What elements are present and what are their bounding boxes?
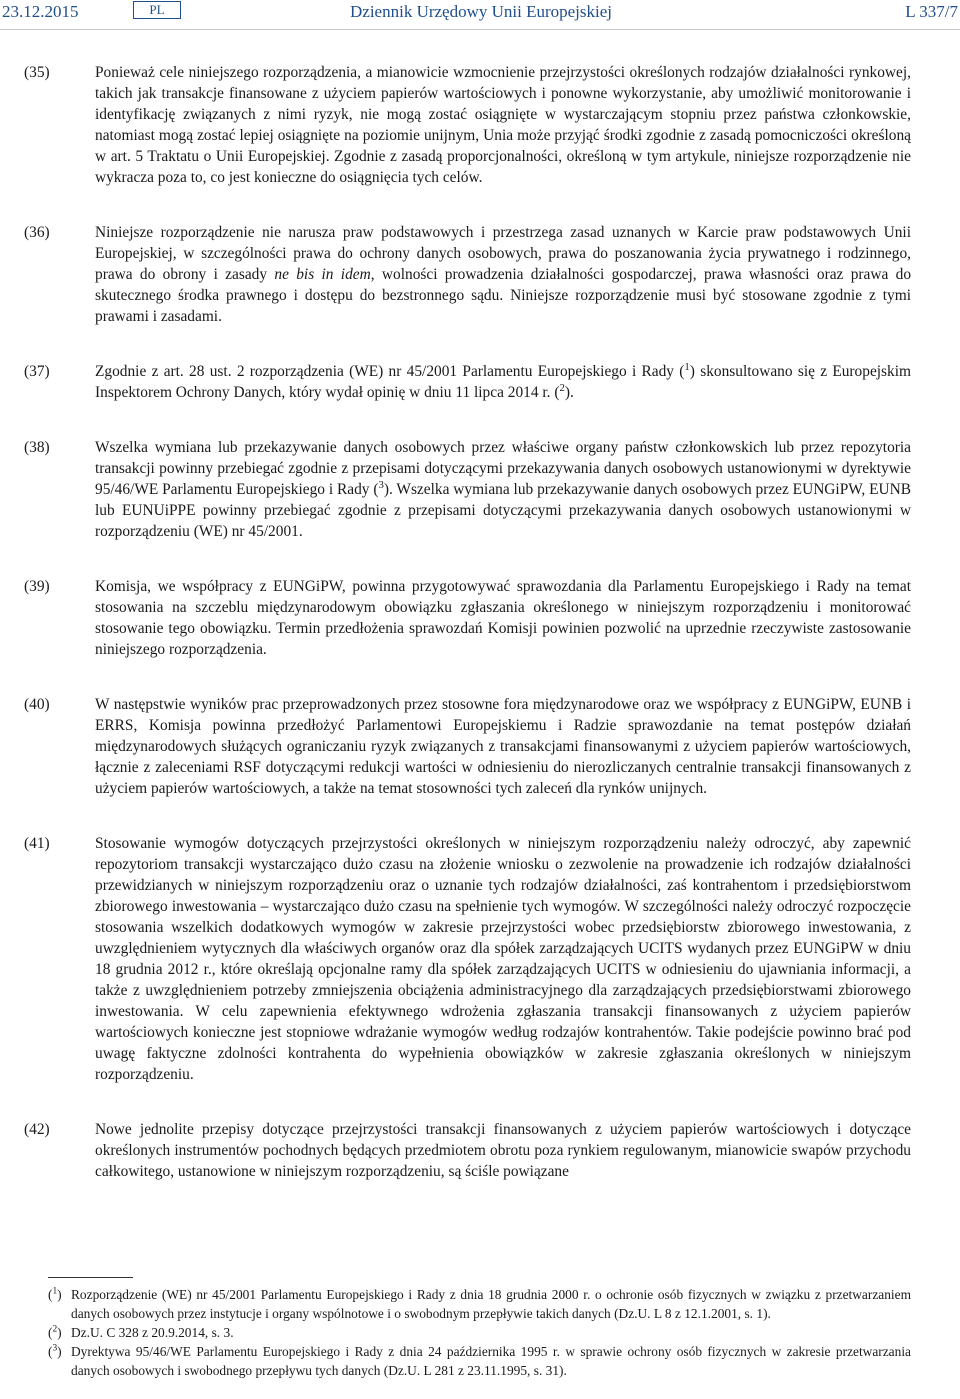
- text-segment: ).: [564, 384, 574, 401]
- recital-37: [0, 361, 960, 403]
- recital-40: [0, 694, 960, 799]
- footnote-ref[interactable]: 1: [684, 360, 690, 373]
- text-segment: Wszelka wymiana lub przekazywanie danych osobowych przez właściwe organy państw członkowskich lub przez repozytoria transakcji powinny przebiegać zgodnie z przepisami dotyczącymi przekazywania danych osobowych ustanowionymi w dyrektywie 95/46/WE Parlamentu Europejskiego i Rady (: [95, 439, 911, 498]
- recital-42: [0, 1119, 960, 1182]
- recital-number: (36): [24, 224, 50, 241]
- recital-39: [0, 576, 960, 660]
- footnote-marker: 2: [52, 1324, 58, 1335]
- footnote-1: [0, 1285, 960, 1323]
- language-badge: PL: [133, 1, 181, 19]
- footnotes: [0, 1285, 960, 1380]
- footnote-text: Rozporządzenie (WE) nr 45/2001 Parlamentu Europejskiego i Rady z dnia 18 grudnia 2000 r. o ochronie osób fizycznych w związku z przetwarzaniem danych osobowych przez instytucje i organy wspólnotowe i o swobodnym przepływie takich danych (Dz.U. L 8 z 12.1.2001, s. 1).: [71, 1287, 911, 1321]
- footnote-3: [0, 1342, 960, 1380]
- publication-date: 23.12.2015: [2, 2, 79, 21]
- recital-number: (39): [24, 578, 50, 595]
- recital-text: Nowe jednolite przepisy dotyczące przejrzystości transakcji finansowanych z użyciem papierów wartościowych i dotyczące określonych instrumentów pochodnych będących przedmiotem obrotu poza rynkiem regulowanym, mianowicie swapów przychodu całkowitego, ustanowione w niniejszym rozporządzeniu, są ściśle powiązane: [95, 1121, 911, 1180]
- text-segment: Niniejsze rozporządzenie nie narusza praw podstawowych i przestrzega zasad uznanych w Karcie praw podstawowych Unii Europejskiej, w szczególności prawa do ochrony danych osobowych, prawa do poszanowania życia prywatnego i rodzinnego, prawa do obrony i zasady: [95, 224, 911, 283]
- recital-text: Komisja, we współpracy z EUNGiPW, powinna przygotowywać sprawozdania dla Parlamentu Europejskiego i Rady na temat stosowania na szczeblu międzynarodowym obowiązku zgłaszania określonego w niniejszym rozporządzeniu i monitorować stosowanie tego obowiązku. Termin przedłożenia sprawozdań Komisji powinien pozwolić na uprzednie rzeczywiste zastosowanie niniejszego rozporządzenia.: [95, 578, 911, 658]
- footnote-marker: 1: [52, 1286, 58, 1297]
- footnote-number: ($^1$): [48, 1286, 62, 1302]
- recital-36: [0, 222, 960, 327]
- footnote-ref[interactable]: 2: [559, 381, 565, 394]
- recital-text: [95, 437, 911, 542]
- footnote-divider: [48, 1277, 133, 1278]
- recitals-body: [0, 62, 960, 1216]
- journal-title: Dziennik Urzędowy Unii Europejskiej: [350, 2, 613, 21]
- recital-number: (38): [24, 439, 50, 456]
- text-segment: ). Wszelka wymiana lub przekazywanie danych osobowych przez EUNGiPW, EUNB lub EUNUiPPE powinny przebiegać zgodnie z przepisami dotyczącymi przekazywania danych osobowych ustanowionymi w rozporządzeniu (WE) nr 45/2001.: [95, 481, 911, 540]
- recital-number: (41): [24, 835, 50, 852]
- recital-35: [0, 62, 960, 188]
- recital-number: (42): [24, 1121, 50, 1138]
- footnote-2: [0, 1323, 960, 1342]
- recital-text: Ponieważ cele niniejszego rozporządzenia, a mianowicie wzmocnienie przejrzystości określonych rodzajów działalności rynkowej, takich jak transakcje finansowane z użyciem papierów wartościowych i ponowne wykorzystanie, aby umożliwić monitorowanie i identyfikację związanych z nimi ryzyk, nie mogą zostać osiągnięte w wystarczającym stopniu przez państwa członkowskie, natomiast mogą zostać lepiej osiągnięte na poziomie unijnym, Unia może przyjąć środki zgodnie z zasadą pomocniczości określoną w art. 5 Traktatu o Unii Europejskiej. Zgodnie z zasadą proporcjonalności, określoną w tym artykule, niniejsze rozporządzenie nie wykracza poza to, co jest konieczne do osiągnięcia tych celów.: [95, 64, 911, 186]
- footnote-text: Dz.U. C 328 z 20.9.2014, s. 3.: [71, 1325, 234, 1340]
- latin-phrase: ne bis in idem: [274, 266, 371, 283]
- recital-number: (37): [24, 363, 50, 380]
- footnote-ref[interactable]: 3: [378, 478, 384, 491]
- recital-number: (35): [24, 64, 50, 81]
- recital-38: [0, 437, 960, 542]
- text-segment: Zgodnie z art. 28 ust. 2 rozporządzenia (WE) nr 45/2001 Parlamentu Europejskiego i Rady (: [95, 363, 685, 380]
- recital-number: (40): [24, 696, 50, 713]
- recital-text: Stosowanie wymogów dotyczących przejrzystości określonych w niniejszym rozporządzeniu należy odroczyć, aby zapewnić repozytoriom transakcji wystarczająco dużo czasu na złożenie wniosku o zezwolenie na prowadzenie ich rodzajów działalności przewidzianych w niniejszym rozporządzeniu oraz o uznanie tych rodzajów działalności, zaś kontrahentom i przedsiębiorstwom zbiorowego inwestowania – wystarczająco dużo czasu na spełnienie tych wymogów. W szczególności należy odroczyć rozpoczęcie stosowania wszelkich dodatkowych wymogów w zakresie przejrzystości wobec przedsiębiorstw zbiorowego inwestowania, z uwzględnieniem wytycznych dla właściwych organów oraz dla spółek zarządzających UCITS wydanych przez EUNGiPW w dniu 18 grudnia 2012 r., które określają opcjonalne ramy dla spółek zarządzających UCITS w odniesieniu do ujawniania informacji, a także z uwzględnieniem potrzeby zmniejszenia obciążenia administracyjnego dla zarządzających przedsiębiorstwami zbiorowego inwestowania. W celu zapewnienia efektywnego wdrożenia zgłaszania transakcji finansowanych z użyciem papierów wartościowych konieczne jest stopniowe wdrażanie wymogów według rodzajów kontrahentów. Takie podejście powinno brać pod uwagę faktyczne zdolności kontrahenta do wypełnienia obowiązków w zakresie zgłaszania określonych w niniejszym rozporządzeniu.: [95, 835, 911, 1083]
- page-header: [0, 0, 960, 30]
- footnote-number: ($^2$): [48, 1324, 62, 1340]
- page-number: L 337/7: [905, 2, 958, 21]
- text-segment: ) skonsultowano się z Europejskim Inspektorem Ochrony Danych, który wydał opinię w dniu 11 lipca 2014 r. (: [95, 363, 911, 401]
- footnote-marker: 3: [52, 1343, 58, 1354]
- recital-text: [95, 222, 911, 327]
- recital-text: W następstwie wyników prac przeprowadzonych przez stosowne fora międzynarodowe oraz we współpracy z EUNGiPW, EUNB i ERRS, Komisja powinna przedłożyć Parlamentowi Europejskiemu i Radzie sprawozdanie na temat postępów działań międzynarodowych służących ograniczaniu ryzyk związanych z transakcjami finansowanymi z użyciem papierów wartościowych, łącznie z zaleceniami RSF dotyczącymi redukcji wartości w odniesieniu do nierozliczanych centralnie transakcji finansowanych z użyciem papierów wartościowych, a także na temat stosowności tych zaleceń dla rynków unijnych.: [95, 696, 911, 797]
- text-segment: , wolności prowadzenia działalności gospodarczej, prawa własności oraz prawa do skutecznego środka prawnego i dostępu do bezstronnego sądu. Niniejsze rozporządzenie musi być stosowane zgodnie z tymi prawami i zasadami.: [95, 266, 912, 325]
- recital-41: [0, 833, 960, 1085]
- footnote-text: Dyrektywa 95/46/WE Parlamentu Europejskiego i Rady z dnia 24 października 1995 r. w sprawie ochrony osób fizycznych w zakresie przetwarzania danych osobowych i swobodnego przepływu tych danych (Dz.U. L 281 z 23.11.1995, s. 31).: [71, 1344, 911, 1378]
- footnote-number: ($^3$): [48, 1343, 62, 1359]
- recital-text: [95, 361, 911, 403]
- header-divider: [0, 29, 960, 30]
